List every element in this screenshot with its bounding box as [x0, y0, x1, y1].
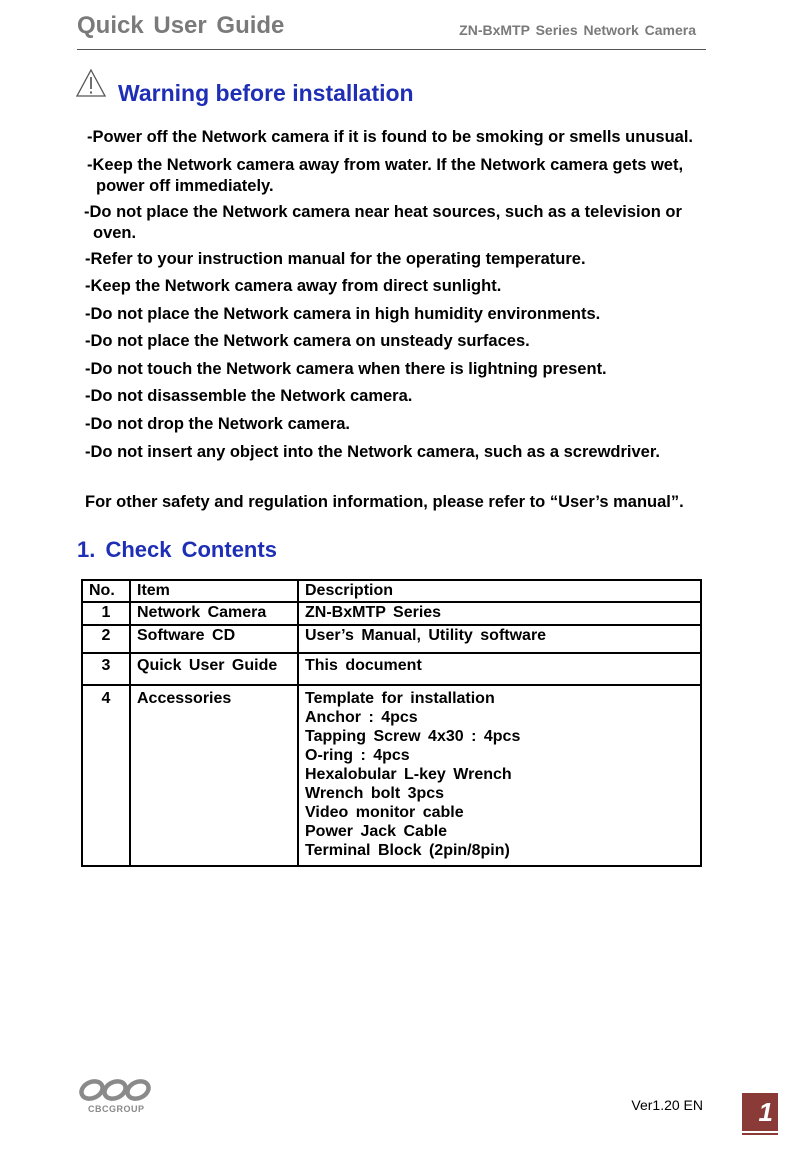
warning-item: -Keep the Network camera away from direct sunlight. — [85, 277, 502, 295]
row-description — [298, 685, 701, 866]
warning-triangle-icon — [75, 68, 107, 98]
section-heading: 1. Check Contents — [77, 537, 277, 562]
header-divider — [77, 49, 706, 50]
warning-item: -Do not drop the Network camera. — [85, 415, 350, 433]
row-number: 3 — [82, 653, 130, 685]
warning-item-continuation: oven. — [93, 224, 137, 242]
warning-item: -Do not place the Network camera in high humidity environments. — [85, 305, 601, 323]
warning-item: -Refer to your instruction manual for the operating temperature. — [85, 250, 586, 268]
warning-item: -Do not insert any object into the Network camera, such as a screwdriver. — [85, 443, 660, 461]
description-line: Wrench bolt 3pcs — [305, 785, 445, 802]
table-row — [82, 653, 701, 685]
table-row — [82, 685, 701, 866]
product-series-title: ZN-BxMTP Series Network Camera — [459, 22, 696, 38]
row-item: Software CD — [130, 625, 298, 653]
description-line: O-ring : 4pcs — [305, 747, 410, 764]
table-row — [82, 602, 701, 625]
logo-wordmark: CBCGROUP — [88, 1104, 145, 1114]
warning-item-continuation: power off immediately. — [96, 177, 274, 195]
column-header-item: Item — [130, 580, 298, 602]
warning-item: -Do not place the Network camera on unsteady surfaces. — [85, 332, 530, 350]
row-description — [298, 602, 701, 625]
warning-item — [87, 155, 683, 197]
description-line: User’s Manual, Utility software — [305, 627, 547, 644]
row-number: 4 — [82, 685, 130, 866]
row-item: Network Camera — [130, 602, 298, 625]
table-row — [82, 625, 701, 653]
row-item: Accessories — [130, 685, 298, 866]
warning-item-line: -Keep the Network camera away from water. If the Network camera gets wet, — [87, 156, 684, 174]
guide-title: Quick User Guide — [77, 12, 285, 39]
column-header-no: No. — [82, 580, 130, 602]
description-line: Video monitor cable — [305, 804, 464, 821]
description-line: Power Jack Cable — [305, 823, 448, 840]
row-description — [298, 653, 701, 685]
description-line: ZN-BxMTP Series — [305, 604, 442, 621]
page-number: 1 — [742, 1093, 778, 1131]
warning-heading: Warning before installation — [118, 80, 414, 106]
table-header-row — [82, 580, 701, 602]
warning-item: -Power off the Network camera if it is found to be smoking or smells unusual. — [87, 128, 694, 146]
warning-item-line: -Do not place the Network camera near heat sources, such as a television or — [84, 203, 682, 221]
description-line: Hexalobular L-key Wrench — [305, 766, 512, 783]
description-line: Anchor : 4pcs — [305, 709, 418, 726]
contents-table — [81, 579, 702, 867]
row-item: Quick User Guide — [130, 653, 298, 685]
row-description — [298, 625, 701, 653]
row-number: 2 — [82, 625, 130, 653]
description-line: Tapping Screw 4x30 : 4pcs — [305, 728, 521, 745]
warning-item — [84, 202, 682, 244]
description-line: Template for installation — [305, 690, 495, 707]
warning-item: -Do not touch the Network camera when there is lightning present. — [85, 360, 607, 378]
version-label: Ver1.20 EN — [631, 1097, 703, 1113]
warning-item: -Do not disassemble the Network camera. — [85, 387, 413, 405]
safety-note: For other safety and regulation information, please refer to “User’s manual”. — [85, 493, 684, 511]
description-line: Terminal Block (2pin/8pin) — [305, 842, 510, 859]
row-number: 1 — [82, 602, 130, 625]
column-header-description: Description — [298, 580, 701, 602]
description-line: This document — [305, 657, 422, 674]
